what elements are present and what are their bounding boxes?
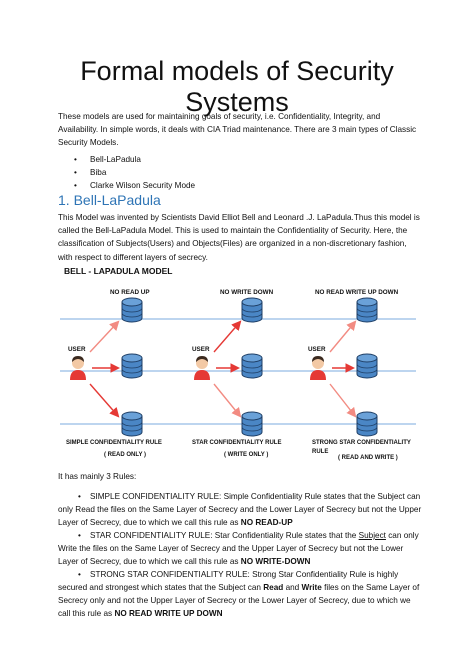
- database-icon: [122, 354, 142, 378]
- rule-text: STAR CONFIDENTIALITY RULE: Star Confidentiality Rule states that the: [90, 531, 359, 540]
- arrow-up-right: [330, 322, 355, 352]
- rules-list: [58, 490, 422, 620]
- rules-intro: It has mainly 3 Rules:: [58, 472, 137, 481]
- bullet: •: [78, 531, 81, 540]
- section-paragraph: This Model was invented by Scientists David Elliot Bell and Leonard .J. LaPadula.Thus this model is called the Bell-LaPadula Model. This is used to maintain the Confidentiality of Security. Here, the classification of Subjects(Users) and Objects(Files) are organized in a non-discretionary fashion, with respect to different layers of secrecy.: [58, 213, 420, 262]
- rule-text: can only Write the files on the Same Layer of Secrecy and the Upper Layer of Secrecy but not the Lower Layer of Secrecy, due to which we call this rule as: [58, 531, 419, 566]
- list-item: • Bell-LaPadula: [74, 153, 195, 166]
- rule-text: files on the Same Layer of Secrecy only and not the Upper Layer of Secrecy or the Lower Layer of Secrecy, due to which we call this rule as: [58, 583, 420, 618]
- bold-word: Read: [263, 583, 284, 592]
- intro-paragraph: These models are used for maintaining goals of security, i.e. Confidentiality, Integrity, and Availability. In simple words, it deals with CIA Triad maintenance. There are 3 main types of Classic Security Models.: [58, 112, 417, 148]
- list-item: • Clarke Wilson Security Mode: [74, 179, 195, 192]
- strong-star-rule-label-cont: RULE: [312, 449, 329, 455]
- arrow-down-right: [330, 384, 355, 416]
- user-icon: [194, 356, 210, 380]
- user-label: USER: [68, 346, 86, 353]
- bullet: •: [78, 492, 81, 501]
- no-read-up-label: NO READ UP: [110, 289, 150, 296]
- rule-name: NO READ-UP: [240, 518, 293, 527]
- list-item: [58, 568, 422, 620]
- bell-lapadula-diagram: [60, 264, 416, 464]
- database-icon: [122, 298, 142, 322]
- database-icon: [357, 412, 377, 436]
- arrow-down-right: [90, 384, 118, 416]
- user-icon: [70, 356, 86, 380]
- page-title: Formal models of Security Systems: [80, 56, 394, 117]
- no-write-down-label: NO WRITE DOWN: [220, 289, 274, 296]
- section-number: 1.: [58, 192, 70, 208]
- database-icon: [242, 298, 262, 322]
- arrow-up-right: [214, 322, 240, 352]
- user-label: USER: [192, 346, 210, 353]
- rule-text: STRONG STAR CONFIDENTIALITY RULE: Strong Star Confidentiality Rule is highly secured and strongest which states that the Subject can: [58, 570, 399, 592]
- user-label: USER: [308, 346, 326, 353]
- user-icon: [310, 356, 326, 380]
- simple-rule-label: SIMPLE CONFIDENTIALITY RULE: [66, 440, 162, 446]
- section-heading: [58, 192, 161, 208]
- star-rule-label: STAR CONFIDENTIALITY RULE: [192, 440, 282, 446]
- list-item: • Biba: [74, 166, 195, 179]
- bold-word: Write: [301, 583, 322, 592]
- rule-text: and: [283, 583, 302, 592]
- underlined-word: Subject: [358, 531, 386, 540]
- strong-star-rule-label: STRONG STAR CONFIDENTIALITY: [312, 440, 411, 446]
- database-icon: [122, 412, 142, 436]
- arrow-up-right: [90, 322, 118, 352]
- models-list: [74, 153, 195, 193]
- section-title: Bell-LaPadula: [73, 192, 161, 208]
- database-icon: [357, 354, 377, 378]
- bullet: •: [78, 570, 81, 579]
- strong-star-rule-mode: ( READ AND WRITE ): [338, 455, 398, 461]
- simple-rule-mode: ( READ ONLY ): [104, 452, 147, 458]
- database-icon: [357, 298, 377, 322]
- database-icon: [242, 354, 262, 378]
- rule-text: SIMPLE CONFIDENTIALITY RULE: Simple Confidentiality Rule states that the Subject can only Read the files on the Same Layer of Secrecy and the Lower Layer of Secrecy but not the Upper Layer of Secrecy, due to which we call this rule as: [58, 492, 422, 527]
- rule-name: NO WRITE-DOWN: [240, 557, 311, 566]
- diagram-title: BELL - LAPADULA MODEL: [64, 266, 173, 276]
- list-item: [58, 490, 422, 529]
- arrow-down-right: [214, 384, 240, 416]
- star-rule-mode: ( WRITE ONLY ): [224, 452, 269, 458]
- no-read-write-up-down-label: NO READ WRITE UP DOWN: [315, 289, 399, 296]
- list-item: [58, 529, 422, 568]
- rule-name: NO READ WRITE UP DOWN: [114, 609, 223, 618]
- database-icon: [242, 412, 262, 436]
